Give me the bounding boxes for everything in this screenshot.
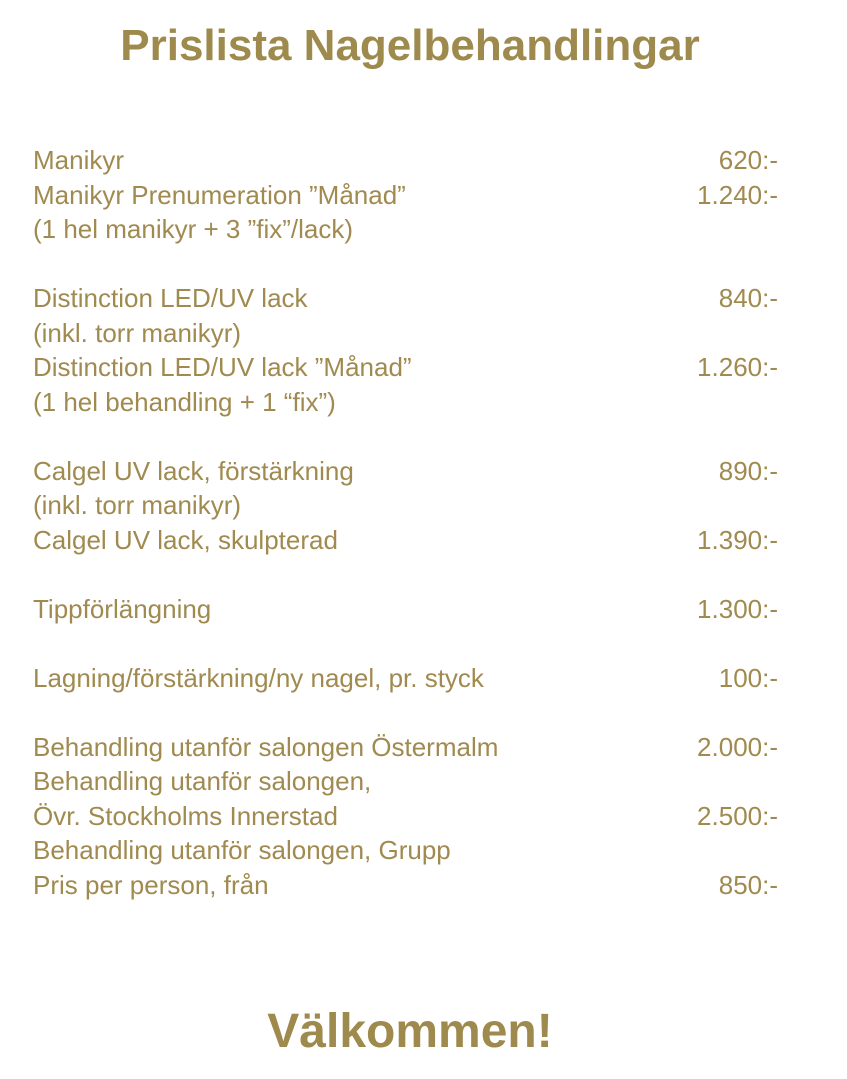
price-row: [33, 178, 778, 213]
item-price: 840:-: [718, 283, 778, 313]
item-label: (inkl. torr manikyr): [33, 317, 242, 348]
page-title: Prislista Nagelbehandlingar: [120, 21, 700, 70]
item-price: 1.390:-: [697, 524, 778, 555]
welcome-text: Välkommen!: [267, 1005, 553, 1058]
section-gap: [33, 626, 778, 661]
price-row: [33, 212, 778, 247]
item-label: Pris per person, från: [33, 869, 269, 900]
item-label: Behandling utanför salongen,: [33, 766, 372, 796]
price-row: [33, 454, 778, 489]
price-row: [33, 661, 778, 696]
price-row: [33, 730, 778, 765]
section-gap: [33, 695, 778, 730]
price-row: [33, 316, 778, 351]
section-gap: [33, 419, 778, 454]
item-label: Behandling utanför salongen Östermalm: [33, 731, 499, 762]
price-row: [33, 764, 778, 799]
item-label: (1 hel behandling + 1 “fix”): [33, 386, 336, 417]
price-row: [33, 868, 778, 903]
price-row: [33, 350, 778, 385]
item-price: 620:-: [718, 145, 778, 175]
item-label: Calgel UV lack, skulpterad: [33, 524, 338, 555]
price-row: [33, 592, 778, 627]
item-label: Manikyr: [33, 145, 125, 175]
item-price: 100:-: [718, 662, 778, 693]
item-label: Lagning/förstärkning/ny nagel, pr. styck: [33, 662, 484, 693]
item-label: Övr. Stockholms Innerstad: [33, 800, 338, 831]
price-row: [33, 488, 778, 523]
item-price: 1.240:-: [697, 179, 778, 210]
item-label: Calgel UV lack, förstärkning: [33, 455, 354, 486]
item-price: 2.500:-: [697, 800, 778, 831]
item-label: Distinction LED/UV lack ”Månad”: [33, 352, 412, 382]
price-row: [33, 281, 778, 316]
item-label: Tippförlängning: [33, 593, 212, 624]
item-label: (1 hel manikyr + 3 ”fix”/lack): [33, 214, 354, 244]
price-row: [33, 523, 778, 558]
price-row: [33, 385, 778, 420]
item-price: 1.300:-: [697, 593, 778, 624]
item-price: 890:-: [718, 455, 778, 486]
item-label: Manikyr Prenumeration ”Månad”: [33, 179, 406, 210]
item-label: (inkl. torr manikyr): [33, 490, 242, 520]
section-gap: [33, 557, 778, 592]
section-gap: [33, 247, 778, 282]
price-row: [33, 799, 778, 834]
price-list: [33, 143, 778, 902]
item-label: Behandling utanför salongen, Grupp: [33, 835, 451, 865]
item-label: Distinction LED/UV lack: [33, 283, 308, 313]
price-row: [33, 833, 778, 868]
item-price: 2.000:-: [697, 731, 778, 762]
item-price: 1.260:-: [697, 352, 778, 382]
price-row: [33, 143, 778, 178]
item-price: 850:-: [718, 869, 778, 900]
